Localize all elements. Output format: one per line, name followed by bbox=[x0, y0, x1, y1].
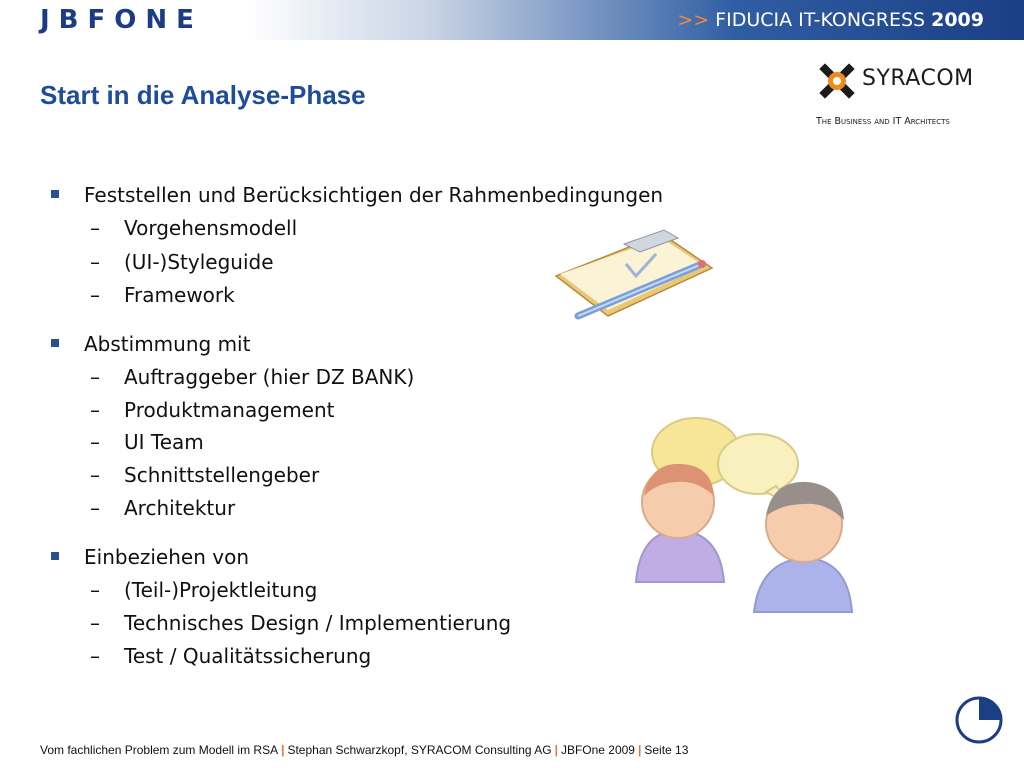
header-bar bbox=[0, 0, 1024, 40]
list-item: Produktmanagement bbox=[124, 398, 335, 422]
dash-icon: – bbox=[90, 250, 100, 274]
section-heading: Feststellen und Berücksichtigen der Rahmenbedingungen bbox=[84, 183, 664, 207]
dash-icon: – bbox=[90, 463, 100, 487]
dash-icon: – bbox=[90, 578, 100, 602]
congress-year: 2009 bbox=[931, 9, 984, 31]
list-item: Test / Qualitätssicherung bbox=[124, 644, 372, 668]
bullet-square-icon bbox=[51, 552, 59, 560]
dash-icon: – bbox=[90, 365, 100, 389]
list-item: UI Team bbox=[124, 430, 204, 454]
footer-page: Seite 13 bbox=[644, 743, 689, 757]
people-talking-icon bbox=[626, 412, 862, 622]
progress-clock-icon bbox=[953, 694, 1005, 746]
section-heading: Einbeziehen von bbox=[84, 545, 249, 569]
list-item: Technisches Design / Implementierung bbox=[124, 611, 512, 635]
footer-event: JBFOne 2009 bbox=[560, 743, 635, 757]
footer-topic: Vom fachlichen Problem zum Modell im RSA bbox=[40, 743, 279, 757]
syracom-logo bbox=[812, 56, 992, 130]
list-item: (Teil-)Projektleitung bbox=[124, 578, 318, 602]
congress-name: FIDUCIA IT-KONGRESS bbox=[715, 9, 926, 31]
bullet-square-icon bbox=[51, 339, 59, 347]
jbfone-logo: JBFONE bbox=[40, 5, 203, 35]
congress-title bbox=[677, 8, 984, 32]
footer-separator: | bbox=[281, 743, 285, 757]
clipboard-pen-icon bbox=[552, 224, 716, 320]
dash-icon: – bbox=[90, 283, 100, 307]
list-item: Auftraggeber (hier DZ BANK) bbox=[124, 365, 415, 389]
bullet-square-icon bbox=[51, 190, 59, 198]
footer bbox=[40, 743, 688, 757]
page-title: Start in die Analyse-Phase bbox=[40, 80, 366, 110]
list-item: Vorgehensmodell bbox=[124, 216, 298, 240]
list-item: Framework bbox=[124, 283, 235, 307]
dash-icon: – bbox=[90, 398, 100, 422]
congress-arrows: >> bbox=[677, 9, 710, 31]
dash-icon: – bbox=[90, 611, 100, 635]
list-item: Architektur bbox=[124, 496, 236, 520]
footer-author: Stephan Schwarzkopf, SYRACOM Consulting AG bbox=[287, 743, 552, 757]
footer-separator: | bbox=[554, 743, 558, 757]
syracom-mark-icon bbox=[814, 58, 860, 104]
list-item: Schnittstellengeber bbox=[124, 463, 320, 487]
footer-separator: | bbox=[637, 743, 642, 757]
dash-icon: – bbox=[90, 216, 100, 240]
syracom-name: SYRACOM bbox=[862, 66, 974, 91]
dash-icon: – bbox=[90, 430, 100, 454]
dash-icon: – bbox=[90, 496, 100, 520]
syracom-tagline: The Business and IT Architects bbox=[816, 116, 950, 127]
dash-icon: – bbox=[90, 644, 100, 668]
section-heading: Abstimmung mit bbox=[84, 332, 251, 356]
list-item: (UI-)Styleguide bbox=[124, 250, 274, 274]
